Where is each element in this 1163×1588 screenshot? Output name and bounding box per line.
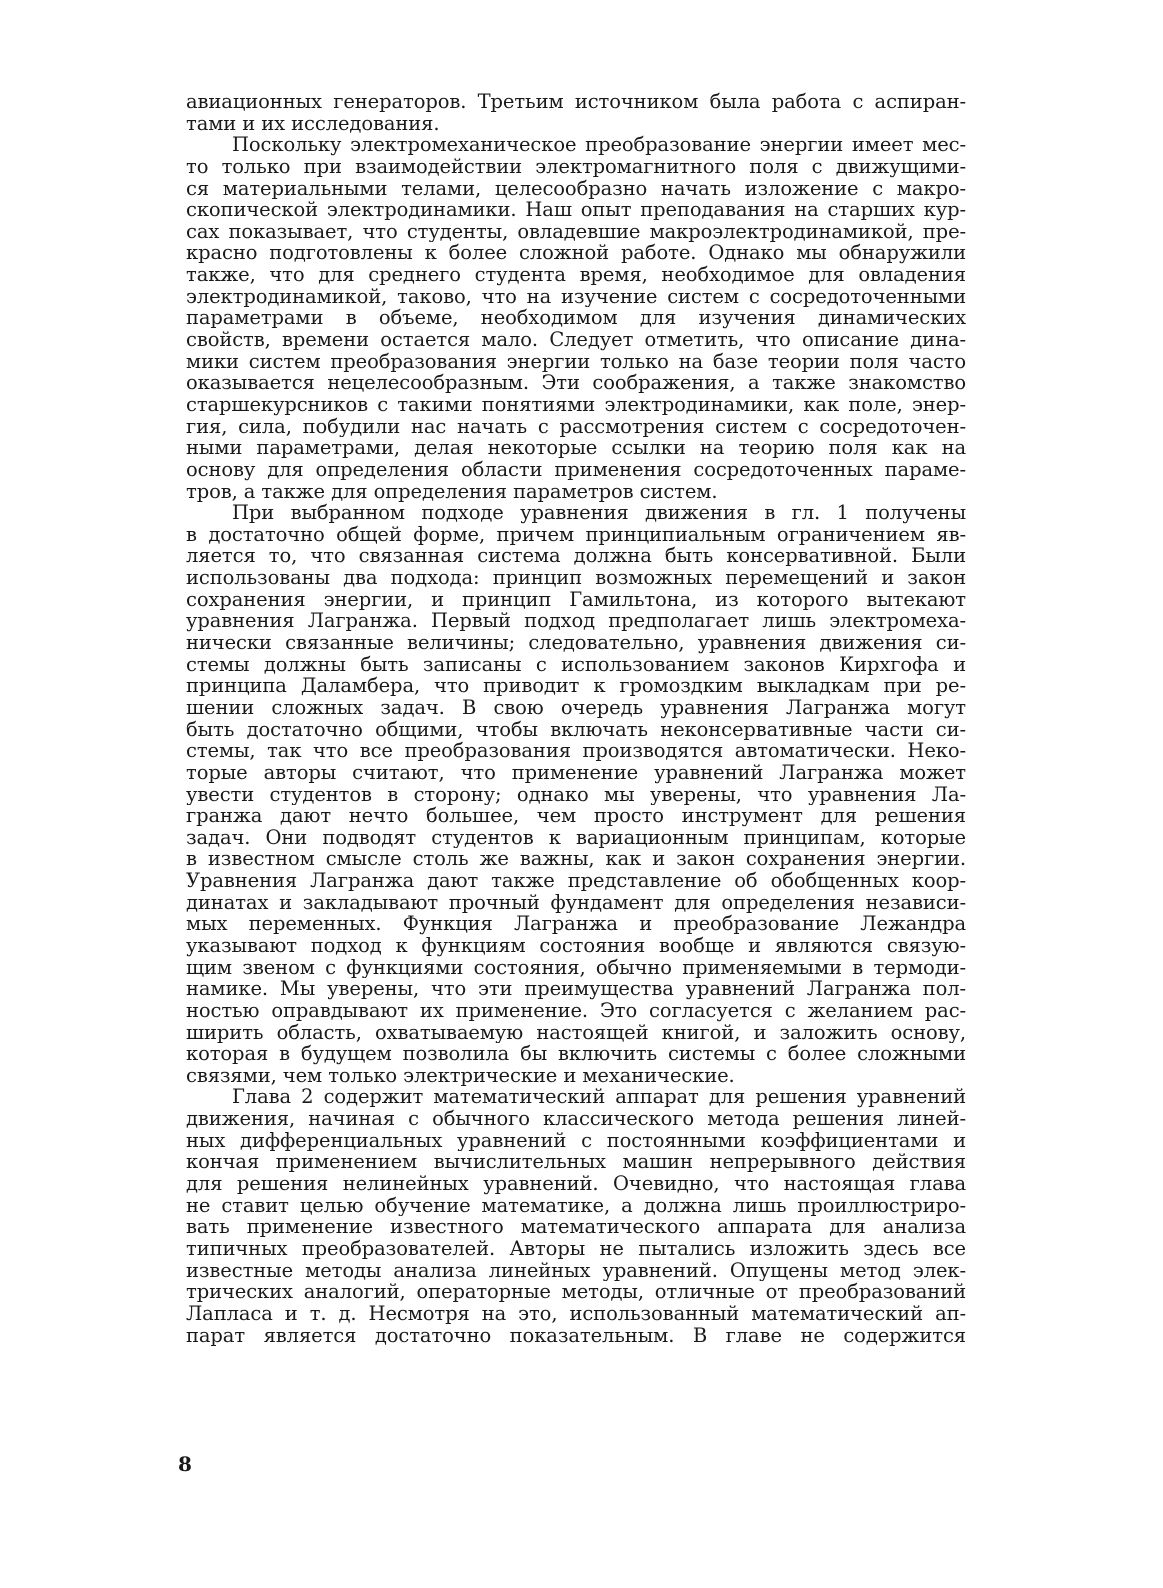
text-line: авиационных генераторов. Третьим источником была работа с аспиран- [186,91,966,113]
text-line: ляется то, что связанная система должна быть консервативной. Были [186,545,966,568]
text-line: задач. Они подводят студентов к вариационным принципам, которые [186,826,966,849]
text-line: Поскольку электромеханическое преобразование энергии имеет мес- [232,134,966,156]
text-line: вать применение известного математического аппарата для анализа [186,1216,966,1238]
text-line: тами и их исследования. [186,112,440,135]
text-line: нически связанные величины; следовательно, уравнения движения си- [186,632,966,654]
text-line: стемы должны быть записаны с использованием законов Кирхгофа и [186,653,966,676]
text-line: гранжа дают нечто большее, чем просто инструмент для решения [186,805,966,827]
text-line: параметрами в объеме, необходимом для изучения динамических [186,307,966,330]
text-line: динатах и закладывают прочный фундамент для определения независи- [186,891,966,914]
text-line: трических аналогий, операторные методы, отличные от преобразований [186,1281,966,1303]
text-line: мики систем преобразования энергии только на базе теории поля часто [186,350,966,373]
text-line: ными параметрами, делая некоторые ссылки на теорию поля как на [186,437,966,459]
text-line: Лапласа и т. д. Несмотря на это, использованный математический ап- [186,1302,966,1325]
text-line: стемы, так что все преобразования производятся автоматически. Неко- [186,740,966,762]
text-line: старшекурсников с такими понятиями электродинамики, как поле, энер- [186,393,966,416]
text-line: также, что для среднего студента время, необходимое для овладения [186,264,966,286]
text-line: парат является достаточно показательным. В главе не содержится [186,1324,966,1347]
text-line: свойств, времени остается мало. Следует отметить, что описание дина- [186,329,966,351]
text-line: быть достаточно общими, чтобы включать неконсервативные части си- [186,718,966,741]
text-line: то только при взаимодействии электромагнитного поля с движущими- [186,155,966,178]
text-line: ся материальными телами, целесообразно начать изложение с макро- [186,177,966,200]
text-line: движения, начиная с обычного классического метода решения линей- [186,1108,966,1130]
text-line: щим звеном с функциями состояния, обычно применяемыми в термоди- [186,956,966,979]
body-text [186,91,966,1346]
text-line: которая в будущем позволила бы включить системы с более сложными [186,1043,966,1065]
text-line: сохранения энергии, и принцип Гамильтона, из которого вытекают [186,588,966,611]
text-line: известные методы анализа линейных уравнений. Опущены метод элек- [186,1259,966,1282]
text-line: мых переменных. Функция Лагранжа и преобразование Лежандра [186,913,966,935]
text-line: для решения нелинейных уравнений. Очевидно, что настоящая глава [186,1173,966,1195]
text-line: в достаточно общей форме, причем принципиальным ограничением яв- [186,523,966,546]
text-line: не ставит целью обучение математике, а должна лишь проиллюстриро- [186,1194,966,1217]
text-line: Уравнения Лагранжа дают также представление об обобщенных коор- [186,870,966,892]
text-line: намике. Мы уверены, что эти преимущества уравнений Лагранжа пол- [186,978,966,1000]
text-line: сах показывает, что студенты, овладевшие макроэлектродинамикой, пре- [186,220,966,243]
text-line: скопической электродинамики. Наш опыт преподавания на старших кур- [186,199,966,221]
text-line: электродинамикой, таково, что на изучение систем с сосредоточенными [186,285,966,308]
text-line: Глава 2 содержит математический аппарат для решения уравнений [232,1086,966,1109]
text-line: основу для определения области применения сосредоточенных параме- [186,458,966,481]
text-line: торые авторы считают, что применение уравнений Лагранжа может [186,761,966,784]
text-line: указывают подход к функциям состояния вообще и являются связую- [186,934,966,957]
text-line: уравнения Лагранжа. Первый подход предполагает лишь электромеха- [186,610,966,633]
text-line: ширить область, охватываемую настоящей книгой, и заложить основу, [186,1021,966,1044]
text-line: связями, чем только электрические и механические. [186,1064,735,1087]
text-line: использованы два подхода: принцип возможных перемещений и закон [186,567,966,589]
text-line: увести студентов в сторону; однако мы уверены, что уравнения Ла- [186,783,966,806]
text-line: оказывается нецелесообразным. Эти соображения, а также знакомство [186,372,966,394]
text-line: При выбранном подходе уравнения движения в гл. 1 получены [232,502,966,524]
page-number: 8 [178,1452,192,1476]
text-line: ных дифференциальных уравнений с постоянными коэффициентами и [186,1129,966,1152]
text-line: принципа Даламбера, что приводит к громоздким выкладкам при ре- [186,675,966,697]
text-line: шении сложных задач. В свою очередь уравнения Лагранжа могут [186,696,966,719]
text-line: кончая применением вычислительных машин непрерывного действия [186,1151,966,1174]
text-line: тров, а также для определения параметров систем. [186,480,718,503]
text-line: гия, сила, побудили нас начать с рассмотрения систем с сосредоточен- [186,415,966,438]
text-line: красно подготовлены к более сложной работе. Однако мы обнаружили [186,242,966,265]
text-line: в известном смысле столь же важны, как и закон сохранения энергии. [186,848,966,871]
text-line: типичных преобразователей. Авторы не пытались изложить здесь все [186,1237,966,1260]
text-line: ностью оправдывают их применение. Это согласуется с желанием рас- [186,999,966,1022]
